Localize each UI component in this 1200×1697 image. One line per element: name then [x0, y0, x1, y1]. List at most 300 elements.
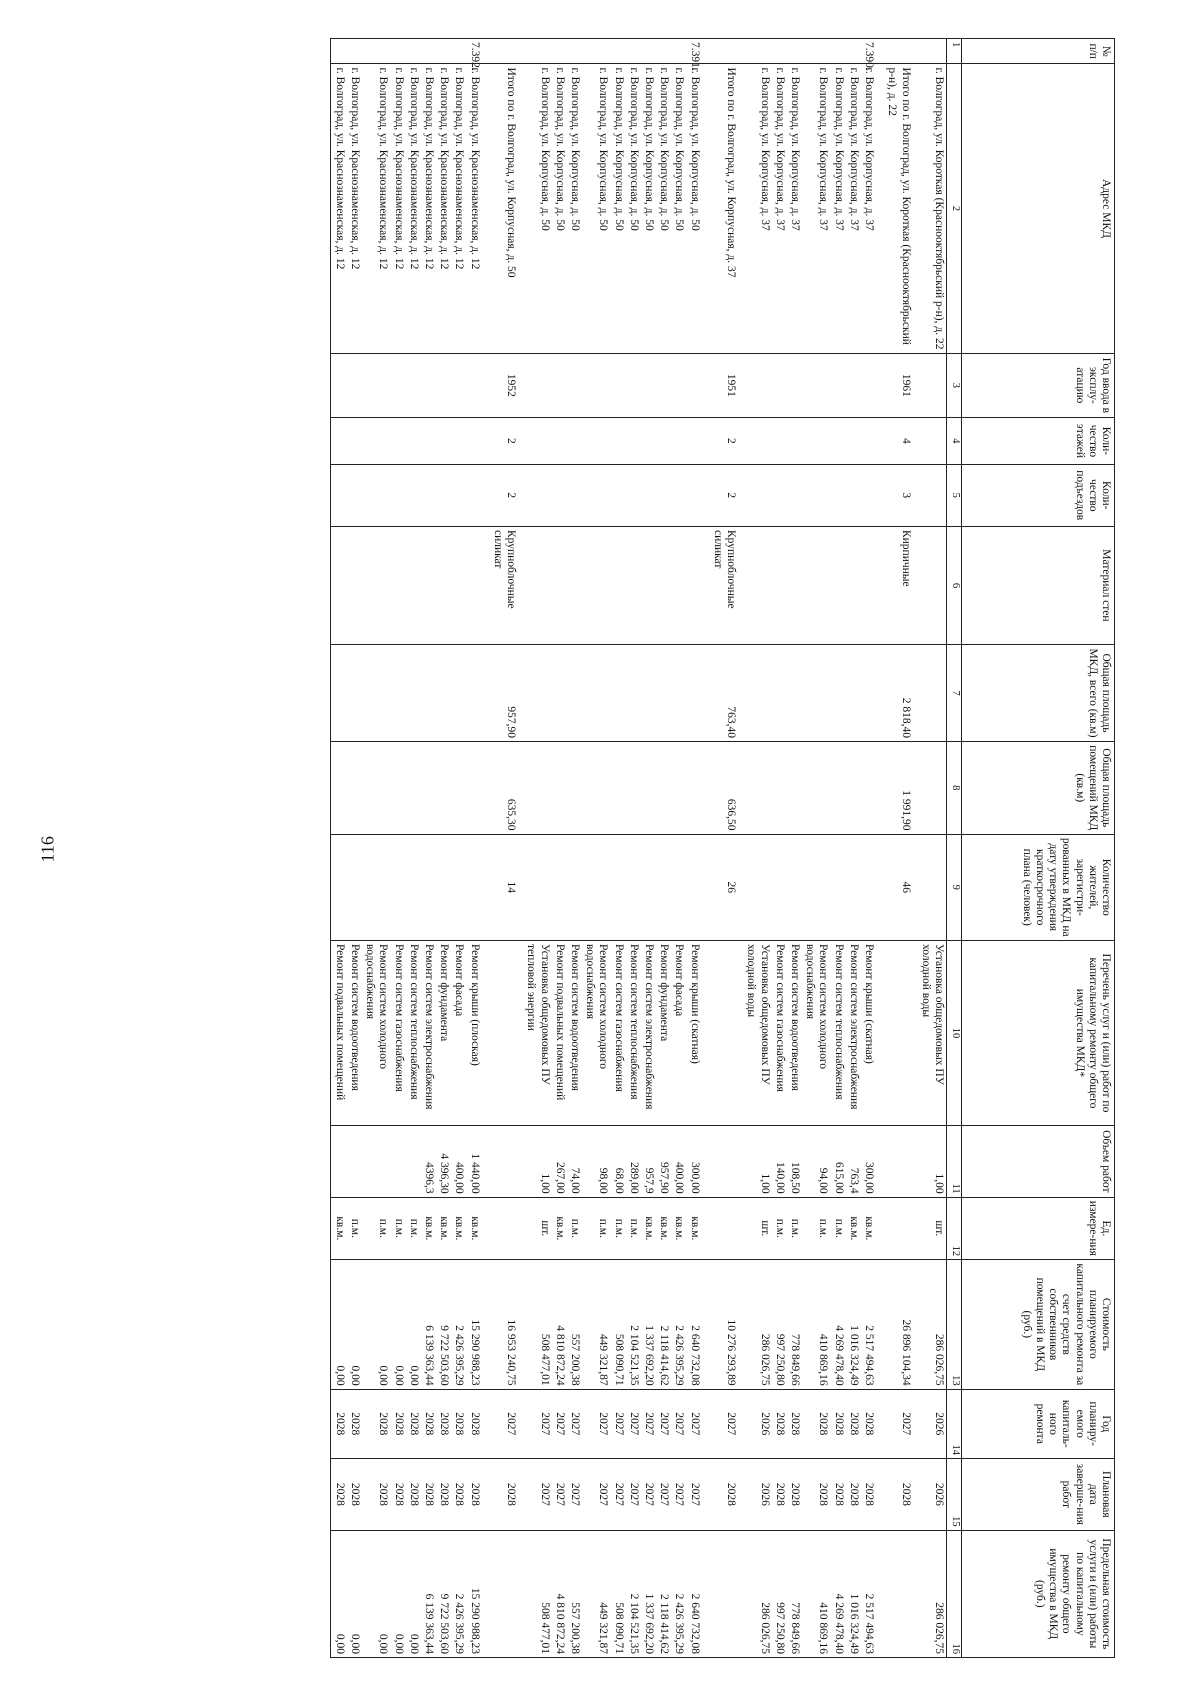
total-area-cell: 763,40: [705, 644, 743, 741]
table-row: [406, 39, 421, 1658]
floors-cell: [787, 418, 802, 464]
premises-area-cell: [830, 742, 845, 835]
end-date-cell: 2028: [451, 1458, 466, 1530]
floors-cell: [347, 418, 362, 464]
work-type-cell: Ремонт систем теплоснабжения: [626, 940, 641, 1125]
commission-year-cell: 1961: [879, 353, 917, 418]
address-cell: г. Волгоград, ул. Корпусная, д. 50: [626, 64, 641, 353]
wall-material-cell: [641, 526, 656, 644]
work-type-cell: Ремонт фасада: [671, 940, 686, 1125]
end-date-cell: 2027: [523, 1458, 551, 1530]
volume-cell: 98,00: [582, 1125, 610, 1197]
address-cell: г. Волгоград, ул. Корпусная, д. 50: [656, 64, 671, 353]
max-cost-cell: 9 722 503,60: [436, 1530, 451, 1657]
total-area-cell: [687, 644, 705, 741]
address-cell: г. Волгоград, ул. Корпусная, д. 37: [846, 64, 861, 353]
residents-cell: [421, 834, 436, 940]
volume-cell: 400,00: [671, 1125, 686, 1197]
commission-year-cell: [582, 353, 610, 418]
repair-year-cell: 2028: [331, 1389, 347, 1458]
end-date-cell: 2026: [743, 1458, 771, 1530]
total-area-cell: [861, 644, 879, 741]
address-cell: г. Волгоград, ул. Короткая (Краснооктябрьский р-н), д. 22: [918, 64, 947, 353]
unit-cell: п.м.: [390, 1197, 405, 1259]
volume-cell: 140,00: [772, 1125, 787, 1197]
column-number: 14: [947, 1389, 962, 1458]
row-number-cell: [802, 39, 830, 64]
column-number: 1: [947, 39, 962, 64]
unit-cell: п.м.: [610, 1197, 625, 1259]
total-area-cell: [671, 644, 686, 741]
unit-cell: шт.: [523, 1197, 551, 1259]
end-date-cell: 2027: [687, 1458, 705, 1530]
unit-cell: кв.м.: [641, 1197, 656, 1259]
work-type-cell: Ремонт систем теплоснабжения: [830, 940, 845, 1125]
row-number-cell: [582, 39, 610, 64]
commission-year-cell: 1952: [485, 353, 523, 418]
volume-cell: [331, 1125, 347, 1197]
row-number-cell: [656, 39, 671, 64]
end-date-cell: 2028: [421, 1458, 436, 1530]
volume-cell: 400,00: [451, 1125, 466, 1197]
volume-cell: 957,9: [641, 1125, 656, 1197]
floors-cell: [451, 418, 466, 464]
work-type-cell: Установка общедомовых ПУ холодной воды: [743, 940, 771, 1125]
address-cell: Итого по г. Волгоград, ул. Корпусная, д. 50: [485, 64, 523, 353]
cost-cell: 0,00: [331, 1260, 347, 1390]
total-area-cell: [846, 644, 861, 741]
unit-cell: п.м.: [787, 1197, 802, 1259]
premises-area-cell: [552, 742, 567, 835]
volume-cell: 74,00: [567, 1125, 582, 1197]
entrances-cell: [523, 464, 551, 526]
table-row: [846, 39, 861, 1658]
cost-cell: 2 118 414,62: [656, 1260, 671, 1390]
wall-material-cell: [626, 526, 641, 644]
max-cost-cell: 778 849,66: [787, 1530, 802, 1657]
total-area-cell: [406, 644, 421, 741]
total-area-cell: [787, 644, 802, 741]
end-date-cell: 2027: [641, 1458, 656, 1530]
work-type-cell: Ремонт крыши (скатная): [687, 940, 705, 1125]
table-row: [552, 39, 567, 1658]
work-type-cell: Ремонт систем холодного водоснабжения: [802, 940, 830, 1125]
commission-year-cell: [390, 353, 405, 418]
row-number-cell: [436, 39, 451, 64]
row-number-cell: [485, 39, 523, 64]
max-cost-cell: 997 250,80: [772, 1530, 787, 1657]
unit-cell: шт.: [743, 1197, 771, 1259]
repair-year-cell: 2027: [582, 1389, 610, 1458]
work-type-cell: Ремонт систем газоснабжения: [772, 940, 787, 1125]
max-cost-cell: 508 477,01: [523, 1530, 551, 1657]
total-area-cell: [347, 644, 362, 741]
header-cell-residents: Количество жителей, зарегистри-рованных в МКД на дату утверждения краткосрочного плана (человек): [962, 834, 1115, 940]
entrances-cell: [436, 464, 451, 526]
unit-cell: кв.м.: [451, 1197, 466, 1259]
volume-cell: [705, 1125, 743, 1197]
volume-cell: 957,90: [656, 1125, 671, 1197]
repair-year-cell: 2028: [362, 1389, 390, 1458]
volume-cell: 1,00: [743, 1125, 771, 1197]
residents-cell: [656, 834, 671, 940]
max-cost-cell: 410 869,16: [802, 1530, 830, 1657]
premises-area-cell: [743, 742, 771, 835]
commission-year-cell: [846, 353, 861, 418]
unit-cell: кв.м.: [846, 1197, 861, 1259]
residents-cell: 14: [485, 834, 523, 940]
total-area-cell: [567, 644, 582, 741]
premises-area-cell: [466, 742, 484, 835]
commission-year-cell: [626, 353, 641, 418]
premises-area-cell: 636,50: [705, 742, 743, 835]
row-number-cell: 7.390.: [861, 39, 879, 64]
entrances-cell: [567, 464, 582, 526]
volume-cell: [406, 1125, 421, 1197]
header-cell-premises-area: Общая площадь помещений МКД (кв.м): [962, 742, 1115, 835]
residents-cell: [687, 834, 705, 940]
cost-cell: 0,00: [390, 1260, 405, 1390]
wall-material-cell: [787, 526, 802, 644]
residents-cell: [743, 834, 771, 940]
address-cell: г. Волгоград, ул. Корпусная, д. 37: [772, 64, 787, 353]
header-cell-wall-material: Материал стен: [962, 526, 1115, 644]
column-number: 8: [947, 742, 962, 835]
entrances-cell: [656, 464, 671, 526]
unit-cell: п.м.: [347, 1197, 362, 1259]
column-number: 3: [947, 353, 962, 418]
entrances-cell: 2: [485, 464, 523, 526]
volume-cell: [485, 1125, 523, 1197]
floors-cell: [523, 418, 551, 464]
column-number: 7: [947, 644, 962, 741]
header-cell-end-date: Плановая дата заверше-ния работ: [962, 1458, 1115, 1530]
row-number-cell: [772, 39, 787, 64]
commission-year-cell: [671, 353, 686, 418]
max-cost-cell: 4 269 478,40: [830, 1530, 845, 1657]
address-cell: г. Волгоград, ул. Корпусная, д. 37: [830, 64, 845, 353]
rotated-page: [48, 38, 1115, 1658]
column-number: 13: [947, 1260, 962, 1390]
premises-area-cell: 1 991,90: [879, 742, 917, 835]
unit-cell: кв.м.: [466, 1197, 484, 1259]
volume-cell: 615,00: [830, 1125, 845, 1197]
volume-cell: [362, 1125, 390, 1197]
header-cell-entrances: Коли-чество подъездов: [962, 464, 1115, 526]
max-cost-cell: 2 426 395,29: [451, 1530, 466, 1657]
cost-cell: 410 869,16: [802, 1260, 830, 1390]
cost-cell: 16 953 240,75: [485, 1260, 523, 1390]
max-cost-cell: 0,00: [331, 1530, 347, 1657]
header-cell-works-list: Перечень услуг и (или) работ по капитальному ремонту общего имущества МКД*: [962, 940, 1115, 1125]
max-cost-cell: 0,00: [362, 1530, 390, 1657]
address-cell: г. Волгоград, ул. Краснознаменская, д. 12: [466, 64, 484, 353]
wall-material-cell: [466, 526, 484, 644]
header-cell-repair-year: Год планиру-емого капиталь-ного ремонта: [962, 1389, 1115, 1458]
unit-cell: п.м.: [830, 1197, 845, 1259]
header-cell-cost: Стоимость планируемого капитального ремонта за счет средств собственников помещений в МКД (руб.): [962, 1260, 1115, 1390]
repair-year-cell: 2027: [523, 1389, 551, 1458]
max-cost-cell: [705, 1530, 743, 1657]
column-number: 16: [947, 1530, 962, 1657]
total-area-cell: [523, 644, 551, 741]
end-date-cell: 2027: [626, 1458, 641, 1530]
cost-cell: 2 426 395,29: [671, 1260, 686, 1390]
row-number-cell: [347, 39, 362, 64]
repair-plan-table: [330, 38, 1115, 1658]
row-number-cell: [671, 39, 686, 64]
max-cost-cell: [879, 1530, 917, 1657]
work-type-cell: Установка общедомовых ПУ холодной воды: [918, 940, 947, 1125]
max-cost-cell: 2 517 494,63: [861, 1530, 879, 1657]
entrances-cell: [362, 464, 390, 526]
work-type-cell: Ремонт систем электроснабжения: [846, 940, 861, 1125]
entrances-cell: [743, 464, 771, 526]
volume-cell: 94,00: [802, 1125, 830, 1197]
commission-year-cell: [421, 353, 436, 418]
cost-cell: 9 722 503,60: [436, 1260, 451, 1390]
floors-cell: [610, 418, 625, 464]
repair-year-cell: 2028: [830, 1389, 845, 1458]
entrances-cell: [390, 464, 405, 526]
entrances-cell: [787, 464, 802, 526]
cost-cell: 508 477,01: [523, 1260, 551, 1390]
floors-cell: [743, 418, 771, 464]
work-type-cell: Ремонт систем электроснабжения: [421, 940, 436, 1125]
table-row: [582, 39, 610, 1658]
premises-area-cell: [567, 742, 582, 835]
max-cost-cell: 1 337 692,20: [641, 1530, 656, 1657]
table-row: [626, 39, 641, 1658]
volume-cell: 267,00: [552, 1125, 567, 1197]
repair-year-cell: 2028: [846, 1389, 861, 1458]
table-row: [787, 39, 802, 1658]
table-row: [802, 39, 830, 1658]
end-date-cell: 2028: [347, 1458, 362, 1530]
floors-cell: [861, 418, 879, 464]
floors-cell: [582, 418, 610, 464]
commission-year-cell: [918, 353, 947, 418]
max-cost-cell: 15 290 988,23: [466, 1530, 484, 1657]
wall-material-cell: [743, 526, 771, 644]
wall-material-cell: [861, 526, 879, 644]
volume-cell: 1 440,00: [466, 1125, 484, 1197]
work-type-cell: [485, 940, 523, 1125]
address-cell: г. Волгоград, ул. Корпусная, д. 50: [582, 64, 610, 353]
repair-year-cell: 2027: [671, 1389, 686, 1458]
premises-area-cell: [582, 742, 610, 835]
commission-year-cell: [466, 353, 484, 418]
premises-area-cell: 635,30: [485, 742, 523, 835]
premises-area-cell: [787, 742, 802, 835]
total-row: [879, 39, 917, 1658]
end-date-cell: 2028: [802, 1458, 830, 1530]
premises-area-cell: [390, 742, 405, 835]
max-cost-cell: 6 139 363,44: [421, 1530, 436, 1657]
unit-cell: п.м.: [406, 1197, 421, 1259]
floors-cell: [656, 418, 671, 464]
address-cell: г. Волгоград, ул. Корпусная, д. 50: [671, 64, 686, 353]
unit-cell: [879, 1197, 917, 1259]
total-area-cell: [466, 644, 484, 741]
residents-cell: 26: [705, 834, 743, 940]
address-cell: г. Волгоград, ул. Краснознаменская, д. 12: [331, 64, 347, 353]
entrances-cell: 2: [705, 464, 743, 526]
commission-year-cell: [347, 353, 362, 418]
total-area-cell: [802, 644, 830, 741]
max-cost-cell: [485, 1530, 523, 1657]
header-cell-number: № п/п: [962, 39, 1115, 64]
row-number-cell: [879, 39, 917, 64]
end-date-cell: 2028: [466, 1458, 484, 1530]
residents-cell: [918, 834, 947, 940]
floors-cell: [830, 418, 845, 464]
work-type-cell: Ремонт систем водоотведения: [567, 940, 582, 1125]
residents-cell: [772, 834, 787, 940]
row-number-cell: [362, 39, 390, 64]
work-type-cell: Ремонт фундамента: [656, 940, 671, 1125]
floors-cell: [641, 418, 656, 464]
wall-material-cell: [802, 526, 830, 644]
commission-year-cell: [861, 353, 879, 418]
table-row: [861, 39, 879, 1658]
wall-material-cell: [610, 526, 625, 644]
unit-cell: шт.: [918, 1197, 947, 1259]
total-area-cell: [451, 644, 466, 741]
max-cost-cell: 2 118 414,62: [656, 1530, 671, 1657]
table-row: [567, 39, 582, 1658]
entrances-cell: [466, 464, 484, 526]
work-type-cell: [705, 940, 743, 1125]
floors-cell: [390, 418, 405, 464]
residents-cell: [331, 834, 347, 940]
wall-material-cell: [390, 526, 405, 644]
volume-cell: 763,4: [846, 1125, 861, 1197]
premises-area-cell: [362, 742, 390, 835]
table-row: [671, 39, 686, 1658]
end-date-cell: 2028: [861, 1458, 879, 1530]
entrances-cell: [331, 464, 347, 526]
table-row: [421, 39, 436, 1658]
cost-cell: 10 276 293,89: [705, 1260, 743, 1390]
volume-cell: 68,00: [610, 1125, 625, 1197]
table-row: [656, 39, 671, 1658]
total-row: [705, 39, 743, 1658]
table-row: [390, 39, 405, 1658]
row-number-cell: [390, 39, 405, 64]
row-number-cell: [331, 39, 347, 64]
address-cell: г. Волгоград, ул. Корпусная, д. 50: [610, 64, 625, 353]
repair-year-cell: 2028: [466, 1389, 484, 1458]
end-date-cell: 2027: [582, 1458, 610, 1530]
cost-cell: 2 104 521,35: [626, 1260, 641, 1390]
address-cell: г. Волгоград, ул. Корпусная, д. 37: [861, 64, 879, 353]
address-cell: г. Волгоград, ул. Корпусная, д. 37: [802, 64, 830, 353]
total-area-cell: [436, 644, 451, 741]
unit-cell: кв.м.: [552, 1197, 567, 1259]
total-area-cell: 957,90: [485, 644, 523, 741]
address-cell: Итого по г. Волгоград, ул. Корпусная, д. 37: [705, 64, 743, 353]
residents-cell: [787, 834, 802, 940]
repair-year-cell: 2027: [552, 1389, 567, 1458]
residents-cell: [861, 834, 879, 940]
total-area-cell: [362, 644, 390, 741]
column-number: 6: [947, 526, 962, 644]
end-date-cell: 2028: [390, 1458, 405, 1530]
cost-cell: 508 090,71: [610, 1260, 625, 1390]
premises-area-cell: [772, 742, 787, 835]
premises-area-cell: [610, 742, 625, 835]
floors-cell: [671, 418, 686, 464]
work-type-cell: Ремонт систем водоотведения: [347, 940, 362, 1125]
row-number-cell: 7.391.: [687, 39, 705, 64]
entrances-cell: [671, 464, 686, 526]
end-date-cell: 2027: [567, 1458, 582, 1530]
table-row: [436, 39, 451, 1658]
wall-material-cell: [552, 526, 567, 644]
total-area-cell: [331, 644, 347, 741]
row-number-cell: [451, 39, 466, 64]
residents-cell: [552, 834, 567, 940]
row-number-cell: [626, 39, 641, 64]
floors-cell: [918, 418, 947, 464]
total-area-cell: [743, 644, 771, 741]
unit-cell: п.м.: [772, 1197, 787, 1259]
unit-cell: п.м.: [567, 1197, 582, 1259]
floors-cell: [772, 418, 787, 464]
end-date-cell: 2028: [362, 1458, 390, 1530]
work-type-cell: Ремонт систем газоснабжения: [390, 940, 405, 1125]
premises-area-cell: [671, 742, 686, 835]
volume-cell: [347, 1125, 362, 1197]
residents-cell: [362, 834, 390, 940]
work-type-cell: Ремонт подвальных помещений: [331, 940, 347, 1125]
floors-cell: 2: [485, 418, 523, 464]
commission-year-cell: [436, 353, 451, 418]
wall-material-cell: [830, 526, 845, 644]
wall-material-cell: Кирпичные: [879, 526, 917, 644]
row-number-cell: [421, 39, 436, 64]
header-cell-total-area: Общая площадь МКД, всего (кв.м): [962, 644, 1115, 741]
work-type-cell: Установка общедомовых ПУ тепловой энергии: [523, 940, 551, 1125]
total-area-cell: [641, 644, 656, 741]
table-row: [331, 39, 347, 1658]
row-number-cell: [846, 39, 861, 64]
address-cell: г. Волгоград, ул. Краснознаменская, д. 12: [347, 64, 362, 353]
work-type-cell: Ремонт систем водоотведения: [787, 940, 802, 1125]
entrances-cell: [421, 464, 436, 526]
volume-cell: 1,00: [918, 1125, 947, 1197]
premises-area-cell: [846, 742, 861, 835]
repair-year-cell: 2028: [390, 1389, 405, 1458]
header-cell-floors: Коли-чество этажей: [962, 418, 1115, 464]
max-cost-cell: 4 810 872,24: [552, 1530, 567, 1657]
max-cost-cell: 0,00: [406, 1530, 421, 1657]
max-cost-cell: 1 016 324,49: [846, 1530, 861, 1657]
row-number-cell: 7.392.: [466, 39, 484, 64]
repair-year-cell: 2027: [687, 1389, 705, 1458]
cost-cell: 286 026,75: [743, 1260, 771, 1390]
cost-cell: 557 200,38: [567, 1260, 582, 1390]
address-cell: Итого по г. Волгоград, ул. Короткая (Краснооктябрьский р-н), д. 22: [879, 64, 917, 353]
address-cell: г. Волгоград, ул. Краснознаменская, д. 12: [436, 64, 451, 353]
entrances-cell: [830, 464, 845, 526]
total-area-cell: [610, 644, 625, 741]
volume-cell: 4396,3: [421, 1125, 436, 1197]
column-number: 2: [947, 64, 962, 353]
premises-area-cell: [421, 742, 436, 835]
premises-area-cell: [626, 742, 641, 835]
